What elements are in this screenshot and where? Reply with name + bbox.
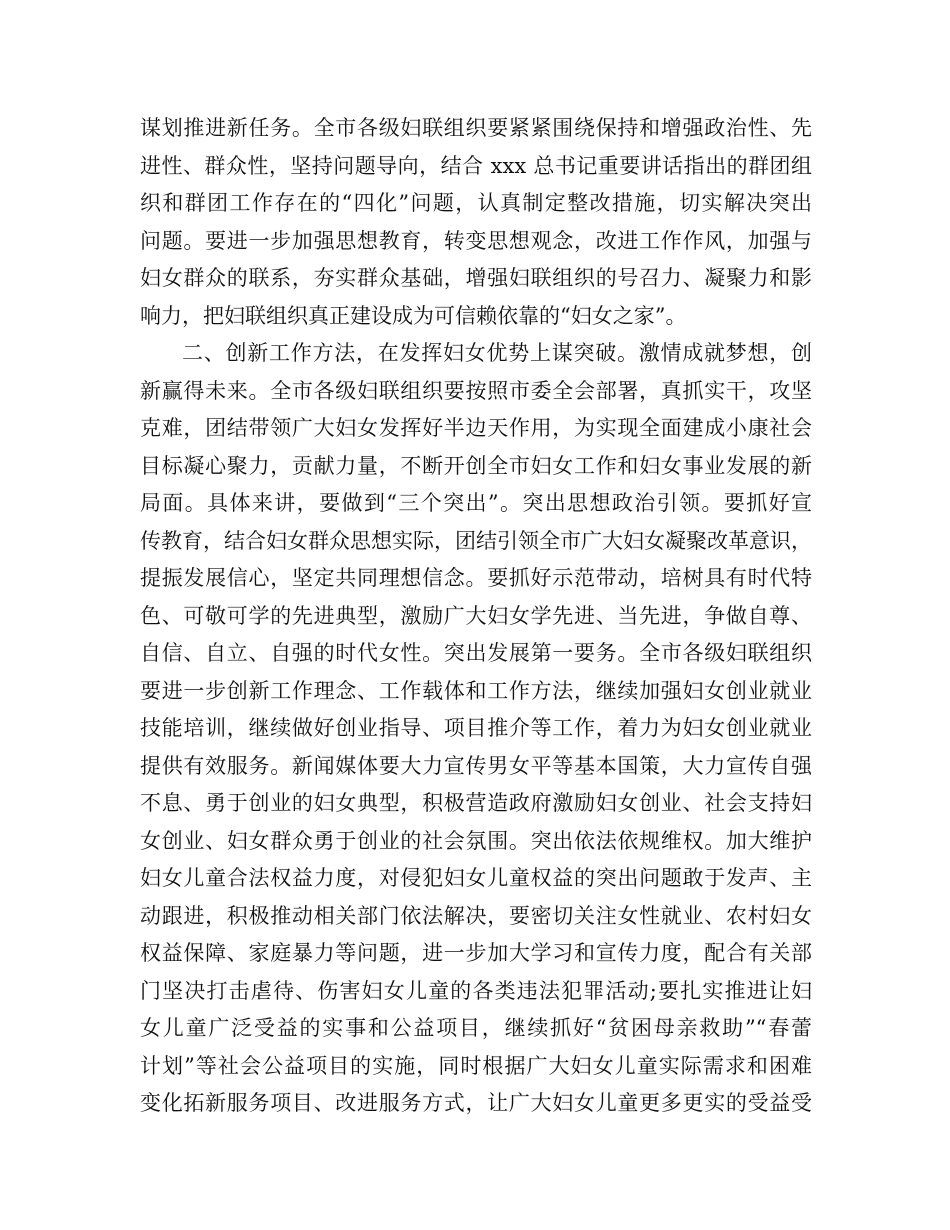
text-line: 谋划推进新任务。全市各级妇联组织要紧紧围绕保持和增强政治性、先 (140, 116, 812, 140)
text-line: 局面。具体来讲，要做到“三个突出”。突出思想政治引领。要抓好宣 (140, 491, 812, 515)
text-line: 变化拓新服务项目、改进服务方式，让广大妇女儿童更多更实的受益受 (140, 1091, 812, 1115)
text-line: 女儿童广泛受益的实事和公益项目，继续抓好“贫困母亲救助”“春蕾 (140, 1016, 812, 1040)
paragraph-2 (140, 335, 812, 1123)
text-line: 女创业、妇女群众勇于创业的社会氛围。突出依法依规维权。加大维护 (140, 828, 812, 853)
text-line: 提供有效服务。新闻媒体要大力宣传男女平等基本国策，大力宣传自强 (140, 753, 812, 778)
text-line: 技能培训，继续做好创业指导、项目推介等工作，着力为妇女创业就业 (140, 716, 812, 740)
text-line: 妇女群众的联系，夯实群众基础，增强妇联组织的号召力、凝聚力和影 (140, 266, 812, 290)
text-line: 妇女儿童合法权益力度，对侵犯妇女儿童权益的突出问题敢于发声、主 (140, 866, 812, 890)
text-line: 权益保障、家庭暴力等问题，进一步加大学习和宣传力度，配合有关部 (140, 941, 812, 965)
text-line: 提振发展信心，坚定共同理想信念。要抓好示范带动，培树具有时代特 (140, 566, 812, 590)
text-line: 响力，把妇联组织真正建设成为可信赖依靠的“妇女之家”。 (140, 303, 687, 328)
text-line: 门坚决打击虐待、伤害妇女儿童的各类违法犯罪活动;要扎实推进让妇 (140, 978, 812, 1003)
paragraph-heading-line: 二、创新工作方法，在发挥妇女优势上谋突破。激情成就梦想，创 (182, 341, 812, 365)
text-line: 色、可敬可学的先进典型，激励广大妇女学先进、当先进，争做自尊、 (140, 603, 812, 628)
paragraph-1 (140, 110, 812, 335)
text-line: 要进一步创新工作理念、工作载体和工作方法，继续加强妇女创业就业 (140, 678, 812, 703)
text-line: 克难，团结带领广大妇女发挥好半边天作用，为实现全面建成小康社会 (140, 416, 812, 440)
text-line: 织和群团工作存在的“四化”问题，认真制定整改措施，切实解决突出 (140, 191, 812, 215)
text-line: 自信、自立、自强的时代女性。突出发展第一要务。全市各级妇联组织 (140, 641, 812, 665)
text-line: 新赢得未来。全市各级妇联组织要按照市委全会部署，真抓实干，攻坚 (140, 378, 812, 403)
text-line: 动跟进，积极推动相关部门依法解决，要密切关注女性就业、农村妇女 (140, 903, 812, 928)
text-line: 进性、群众性，坚持问题导向，结合 xxx 总书记重要讲话指出的群团组 (140, 153, 812, 178)
text-line: 问题。要进一步加强思想教育，转变思想观念，改进工作作风，加强与 (140, 228, 812, 253)
text-line: 传教育，结合妇女群众思想实际，团结引领全市广大妇女凝聚改革意识， (140, 528, 812, 553)
document-body (140, 110, 812, 1123)
text-line: 目标凝心聚力，贡献力量，不断开创全市妇女工作和妇女事业发展的新 (140, 453, 812, 478)
text-line: 计划”等社会公益项目的实施，同时根据广大妇女儿童实际需求和困难 (140, 1053, 812, 1078)
text-line: 不息、勇于创业的妇女典型，积极营造政府激励妇女创业、社会支持妇 (140, 791, 812, 815)
